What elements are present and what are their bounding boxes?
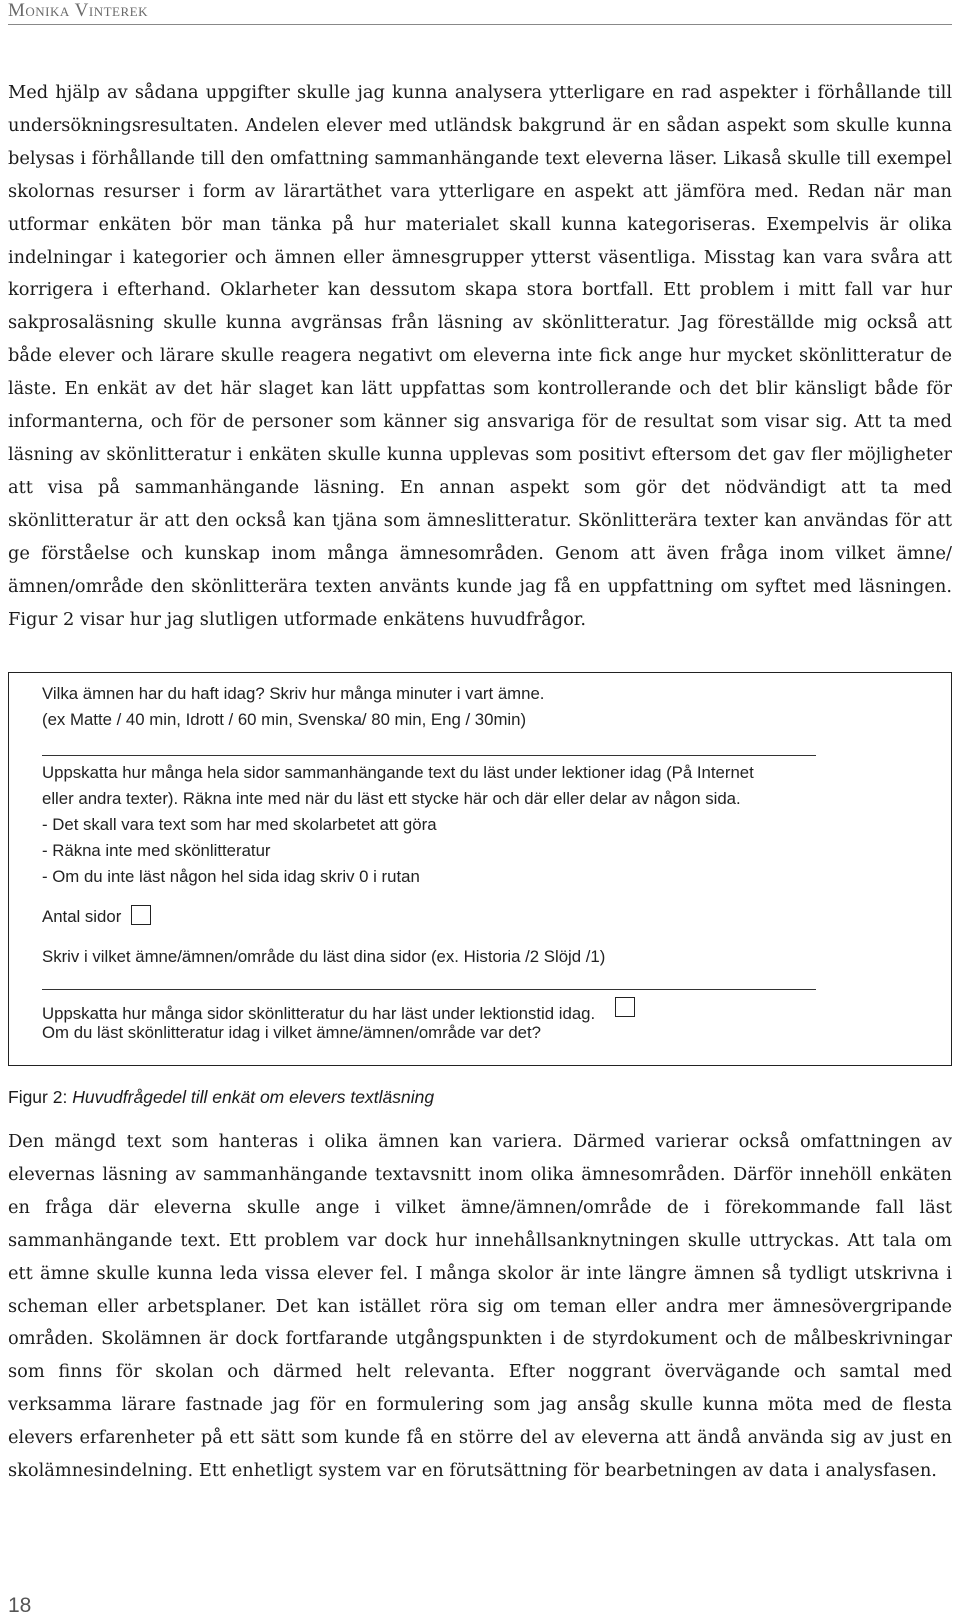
body-paragraph-2: Den mängd text som hanteras i olika ämnen kan variera. Därmed varierar också omfattningen av elevernas läsning av sammanhängande textavsnitt inom olika ämnesområden. Därför innehöll enkäten en fråga där eleverna skulle ange i vilket ämne/ämnen/område de i förekommande fall läst sammanhängande text. Ett problem var dock hur innehållsanknytningen skulle uttryckas. Att tala om ett ämne skulle kunna leda vissa elever fel. I många skolor är inte längre ämnen så tydligt utskrivna i scheman eller arbetsplaner. Det kan istället röra sig om teman eller andra mer ämnesövergripande områden. Skolämnen är dock fortfarande utgångspunkten i de styrdokument och de målbeskrivningar som finns för skolan och därmed helt relevanta. Efter noggrant övervägande och samtal med verksamma lärare fastnade jag för en formulering som jag ansåg skulle kunna möta med de flesta elevers erfarenheter på ett sätt som kunde få en större del av eleverna att ändå använda sig av just en skolämnesindelning. Ett enhetligt system var en förutsättning för bearbetningen av data i analysfasen. [8, 1131, 952, 1482]
figure-caption [8, 1087, 434, 1108]
page-number: 18 [8, 1594, 32, 1617]
figure-caption-label: Figur 2: [8, 1087, 68, 1107]
antal-sidor-label: Antal sidor [42, 907, 122, 926]
question-2-bullet-3: - Om du inte läst någon hel sida idag skriv 0 i rutan [42, 867, 420, 886]
antal-sidor-row [42, 905, 151, 927]
antal-sidor-checkbox [131, 905, 151, 925]
answer-line-2 [42, 989, 816, 990]
running-header: Monika Vinterek [8, 0, 952, 25]
question-2-line-2: eller andra texter). Räkna inte med när du läst ett stycke här och där eller delar av någon sida. [42, 789, 741, 808]
question-2-bullet-1: - Det skall vara text som har med skolarbetet att göra [42, 815, 437, 834]
questionnaire-figure [8, 672, 952, 1066]
fiction-pages-checkbox [615, 997, 635, 1017]
question-2-line-1: Uppskatta hur många hela sidor sammanhängande text du läst under lektioner idag (På Internet [42, 763, 754, 782]
question-2-bullet-2: - Räkna inte med skönlitteratur [42, 841, 271, 860]
question-1-line-1: Vilka ämnen har du haft idag? Skriv hur många minuter i vart ämne. [42, 684, 545, 703]
body-paragraph-1: Med hjälp av sådana uppgifter skulle jag kunna analysera ytterligare en rad aspekter i förhållande till undersökningsresultaten. Andelen elever med utländsk bakgrund är en sådan aspekt som skulle kunna belysas i förhållande till den omfattning sammanhängande text eleverna läser. Likaså skulle till exempel skolornas resurser i form av lärartäthet vara ytterligare en aspekt att jämföra med. Redan när man utformar enkäten bör man tänka på hur materialet skall kunna kategoriseras. Exempelvis är olika indelningar i kategorier och ämnen eller ämnesgrupper ytterst väsentliga. Misstag kan vara svåra att korrigera i efterhand. Oklarheter kan dessutom skapa stora bortfall. Ett problem i mitt fall var hur sakprosaläsning skulle kunna avgränsas från läsning av skönlitteratur. Jag föreställde mig också att både elever och lärare skulle reagera negativt om eleverna inte fick ange hur mycket skönlitteratur de läste. En enkät av det här slaget kan lätt uppfattas som kontrollerande och det blir känsligt både för informanterna, och för de personer som känner sig ansvariga för de resultat som visar sig. Att ta med läsning av skönlitteratur i enkäten skulle kunna upplevas som positivt eftersom det gav fler möjligheter att visa på sammanhängande läsning. En annan aspekt som gör det nödvändigt att ta med skönlitteratur är att den också kan tjäna som ämneslitteratur. Skönlitterära texter kan användas för att ge förståelse och kunskap inom många ämnesområden. Genom att även fråga inom vilket ämne/ämnen/område den skönlitterära texten använts kunde jag få en uppfattning om syftet med läsningen. Figur 2 visar hur jag slutligen utformade enkätens huvudfrågor. [8, 82, 952, 630]
question-4-line-1: Uppskatta hur många sidor skönlitteratur du har läst under lektionstid idag. [42, 1004, 596, 1023]
question-4-row [42, 997, 635, 1024]
question-3: Skriv i vilket ämne/ämnen/område du läst dina sidor (ex. Historia /2 Slöjd /1) [42, 947, 606, 966]
question-4-line-2: Om du läst skönlitteratur idag i vilket ämne/ämnen/område var det? [42, 1023, 542, 1042]
question-1-line-2: (ex Matte / 40 min, Idrott / 60 min, Svenska/ 80 min, Eng / 30min) [42, 710, 527, 729]
answer-line-1 [42, 755, 816, 756]
figure-caption-title: Huvudfrågedel till enkät om elevers textläsning [72, 1087, 435, 1107]
